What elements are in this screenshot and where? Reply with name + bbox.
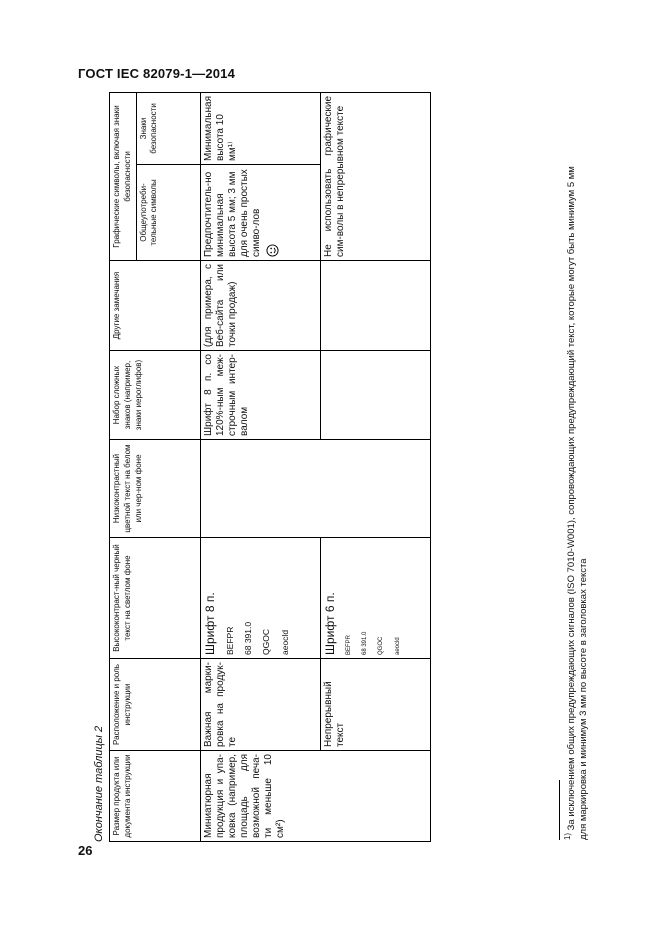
header-location: Расположение и роль инструкции [110, 659, 201, 751]
header-high-contrast: Высококонтраст-ный черный текст на светлом фоне [110, 538, 201, 659]
cell-safety-signs: Минимальная высота 10 мм¹⁾ [200, 92, 320, 164]
cell-other-empty [320, 261, 430, 351]
font-size-label: Шрифт 8 п. [202, 592, 217, 655]
font-sample: aeocld [279, 629, 290, 655]
cell-complex-empty [320, 351, 430, 440]
footnote-area [563, 80, 623, 840]
header-complex: Набор сложных знаков (например, знаки иероглифов) [110, 351, 201, 440]
cell-graphic: Не использовать графические сим-волы в непрерывном тексте [320, 92, 430, 260]
requirements-table [109, 92, 431, 842]
document-header: ГОСТ IEC 82079-1—2014 [78, 66, 236, 81]
font-sample: aeocld [394, 637, 401, 655]
footnote-text-1: За исключением общих предупреждающих сигналов (ISO 7010-W001), сопровождающих предупреждающий текст, которые могут быть минимум 5 мм [566, 166, 578, 831]
cell-font-sample [200, 538, 320, 659]
smiley-face-icon [266, 244, 283, 257]
general-symbols-text: Предпочтитель-но минимальная высота 5 мм; 3 мм для очень простых симво-лов [202, 169, 262, 257]
font-sample: BEFPR [345, 634, 352, 655]
font-sample: 68 391.0 [362, 631, 369, 655]
font-sample: BEFPR [224, 626, 235, 655]
header-row [110, 92, 137, 841]
font-sample: QGOC [261, 629, 272, 655]
header-other: Другие замечания [110, 261, 201, 351]
footnote-rule [559, 780, 560, 840]
cell-size: Миниатюрная продукция и упа-ковка (например, площадь для возможной печа-ти меньше 10 см²) [200, 751, 430, 842]
table-row [200, 92, 320, 841]
header-general-symbols: Общеупотреби-тельные символы [136, 165, 200, 261]
header-size: Размер продукта или документа инструкции [110, 751, 201, 842]
page-number: 26 [78, 843, 93, 858]
header-safety-signs: Знаки безопасности [136, 92, 200, 164]
cell-location: Непрерывный текст [320, 659, 430, 751]
cell-complex: Шрифт 8 п. со 120%-ным меж-строчным интер-валом [200, 351, 320, 440]
cell-general-symbols [200, 165, 320, 261]
footnote-marker: 1) [563, 832, 572, 840]
cell-low-contrast [200, 440, 430, 538]
table-caption: Окончание таблицы 2 [93, 725, 105, 842]
font-size-label: Шрифт 6 п. [322, 592, 337, 655]
cell-font-sample [320, 538, 430, 659]
footnote-line-1 [563, 166, 578, 840]
rotated-table-area [93, 93, 413, 842]
font-sample: QGOC [378, 636, 385, 655]
cell-location: Важная марки-ровка на продук-те [200, 659, 320, 751]
footnote [563, 166, 590, 840]
header-low-contrast: Низкоконтрастный цветной текст на белом или чер-ном фоне [110, 440, 201, 538]
font-sample: 68 391.0 [243, 621, 254, 655]
header-graphic-group: Графические символы, включая знаки безопасности [110, 92, 137, 260]
cell-other: (для примера, с Веб-сайта или точки продаж) [200, 261, 320, 351]
footnote-line-2: для маркировка и минимум 3 мм по высоте в заголовках текста [578, 558, 590, 840]
